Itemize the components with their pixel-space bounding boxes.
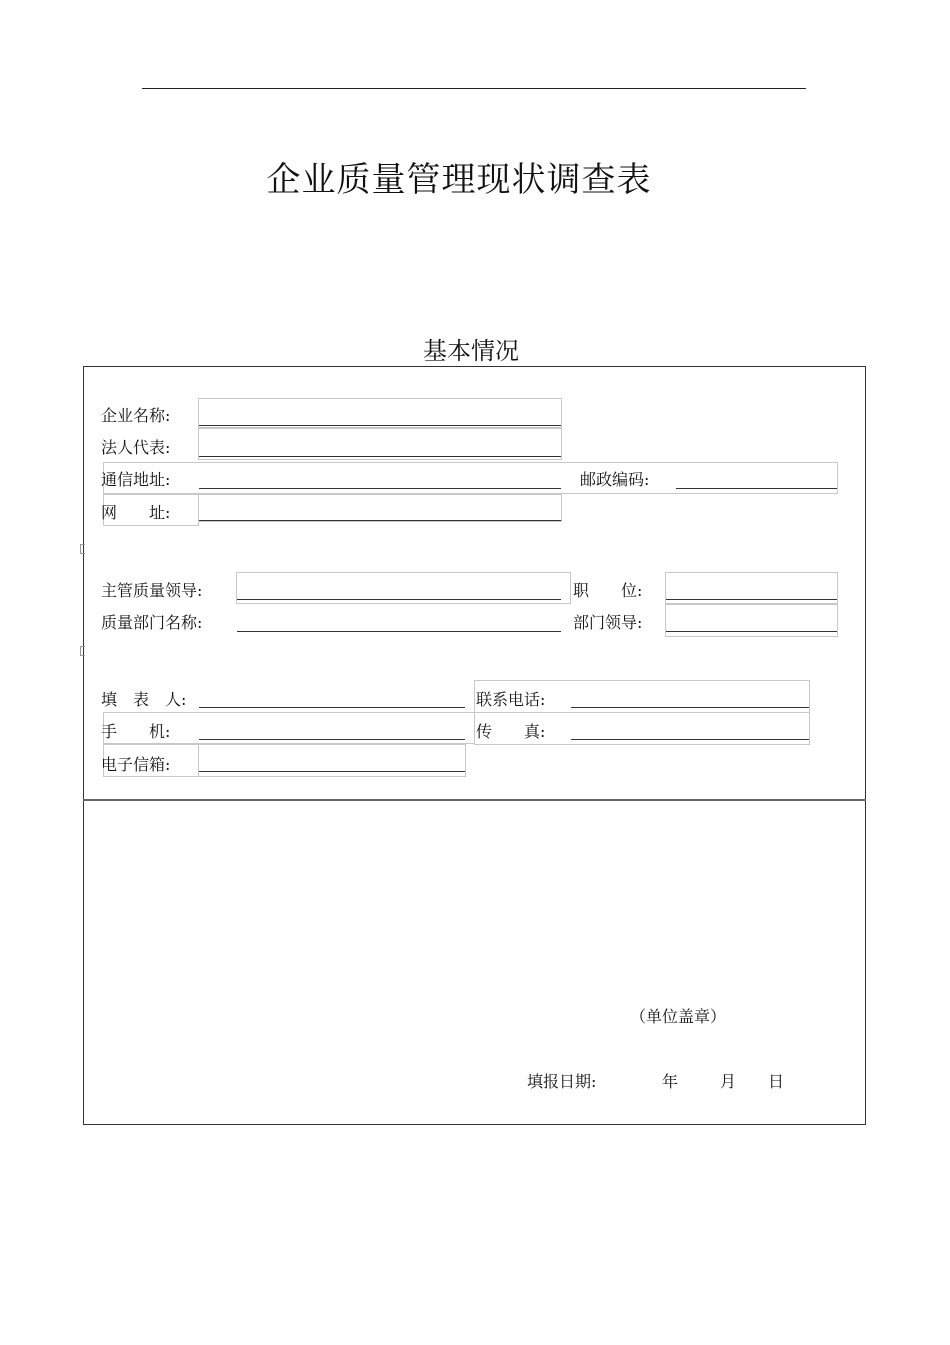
margin-mark xyxy=(80,544,85,554)
company-name-underline xyxy=(199,425,561,426)
legal-rep-underline xyxy=(199,456,561,457)
date-day: 日 xyxy=(768,1072,785,1091)
seal-note: （单位盖章） xyxy=(630,1007,727,1026)
position-underline xyxy=(666,599,837,600)
website-label: 网 址: xyxy=(101,503,171,522)
quality-dept-field[interactable] xyxy=(237,631,561,632)
quality-dept-label: 质量部门名称: xyxy=(101,613,203,632)
date-year: 年 xyxy=(662,1072,679,1091)
dept-leader-field[interactable] xyxy=(665,604,838,637)
filler-field[interactable] xyxy=(199,707,465,708)
position-label: 职 位: xyxy=(573,581,643,600)
fax-label: 传 真: xyxy=(476,722,546,741)
website-field[interactable] xyxy=(198,494,562,522)
address-row xyxy=(103,462,838,494)
company-name-label: 企业名称: xyxy=(101,406,171,425)
date-month: 月 xyxy=(720,1072,737,1091)
email-field[interactable] xyxy=(198,744,466,777)
email-label: 电子信箱: xyxy=(101,755,171,774)
section-title: 基本情况 xyxy=(423,337,519,365)
dept-leader-underline xyxy=(666,631,837,632)
postcode-label: 邮政编码: xyxy=(580,470,650,489)
address-label: 通信地址: xyxy=(101,470,171,489)
website-underline xyxy=(199,520,561,521)
contact-phone-field[interactable] xyxy=(571,707,809,708)
date-label: 填报日期: xyxy=(527,1072,597,1091)
page-title: 企业质量管理现状调查表 xyxy=(266,160,652,200)
quality-leader-label: 主管质量领导: xyxy=(101,581,203,600)
address-field[interactable] xyxy=(199,488,561,489)
dept-leader-label: 部门领导: xyxy=(573,613,643,632)
fax-field[interactable] xyxy=(571,739,809,740)
form-divider xyxy=(83,799,866,801)
filler-label: 填 表 人: xyxy=(101,690,187,709)
mobile-label: 手 机: xyxy=(101,722,171,741)
mobile-field[interactable] xyxy=(199,739,465,740)
contact-phone-label: 联系电话: xyxy=(476,690,546,709)
postcode-field[interactable] xyxy=(676,488,837,489)
legal-rep-label: 法人代表: xyxy=(101,438,171,457)
email-underline xyxy=(199,771,465,772)
quality-leader-underline xyxy=(237,599,561,600)
company-name-field[interactable] xyxy=(198,398,562,428)
margin-mark xyxy=(80,646,85,656)
header-rule xyxy=(142,88,806,89)
